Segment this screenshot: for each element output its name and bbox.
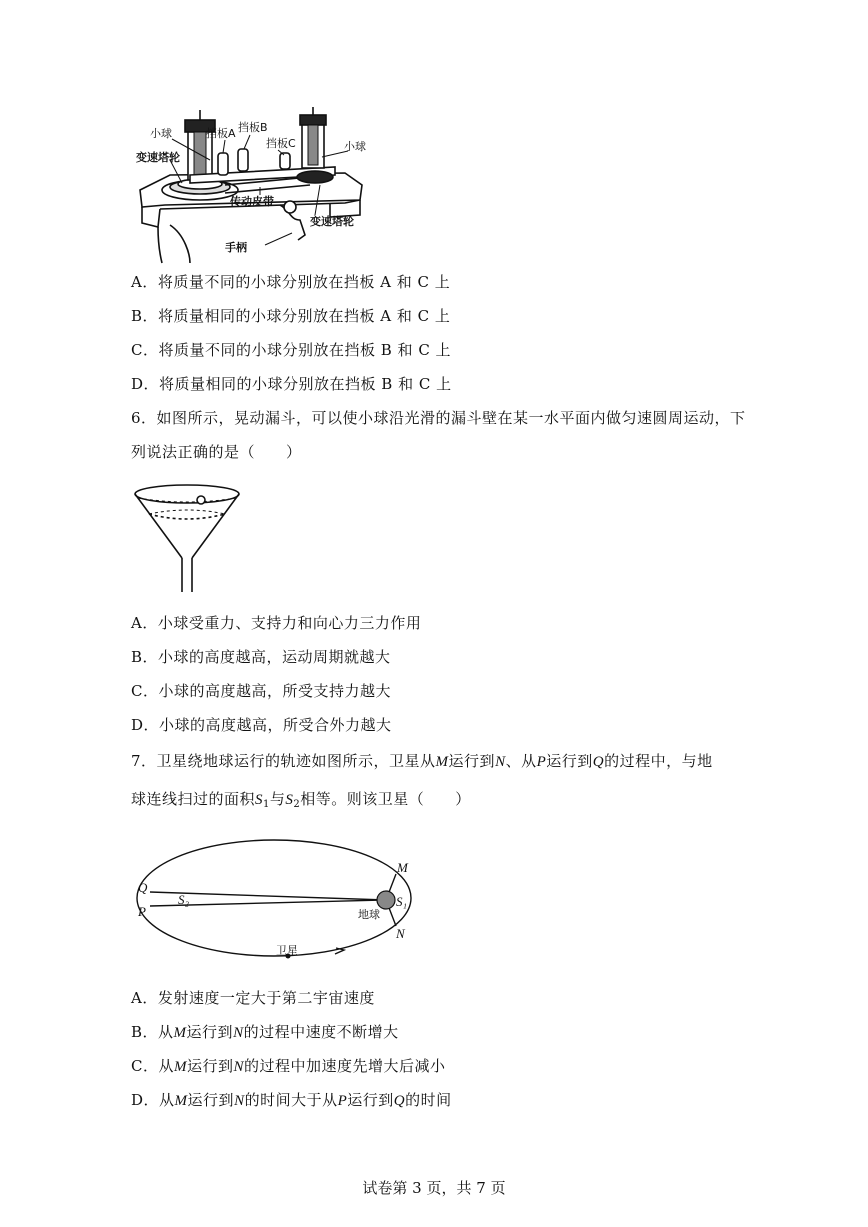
var-p: P	[337, 1093, 348, 1109]
option-letter: B．	[131, 1023, 159, 1041]
option-letter: C．	[131, 682, 159, 700]
label-pulley-right: 变速塔轮	[310, 215, 354, 228]
option-text: 的时间大于从	[244, 1091, 338, 1109]
var-n: N	[234, 1093, 245, 1109]
q6-stem-line2: 列说法正确的是（ ）	[131, 443, 302, 461]
label-belt: 传动皮带	[230, 195, 274, 208]
stem-text: 、从	[505, 752, 537, 770]
q6-option-d	[131, 715, 392, 735]
q6-option-c	[131, 681, 391, 701]
option-text: 将质量不同的小球分别放在挡板 A 和 C 上	[157, 273, 451, 291]
option-letter: C．	[131, 1057, 159, 1075]
var-p: P	[536, 754, 547, 770]
option-text: 发射速度一定大于第二宇宙速度	[157, 989, 375, 1007]
stem-text: 7．卫星绕地球运行的轨迹如图所示，卫星从	[131, 752, 436, 770]
label-s1: S₁	[396, 894, 408, 909]
option-text: 从	[158, 1057, 174, 1075]
q6-stem-line1: 6．如图所示，晃动漏斗，可以使小球沿光滑的漏斗壁在某一水平面内做匀速圆周运动，下	[131, 409, 746, 427]
option-text: 小球受重力、支持力和向心力三力作用	[157, 614, 422, 632]
satellite-orbit-figure	[130, 836, 420, 966]
centripetal-apparatus-figure	[130, 105, 380, 267]
var-m: M	[173, 1025, 187, 1041]
option-text: 将质量不同的小球分别放在挡板 B 和 C 上	[158, 341, 452, 359]
label-board-c: 挡板C	[266, 137, 296, 150]
subscript-2: 2	[293, 799, 301, 810]
label-m: M	[397, 860, 408, 875]
q5-option-b	[131, 306, 450, 326]
option-text: 运行到	[186, 1023, 234, 1041]
label-ball-right: 小球	[344, 140, 366, 153]
label-pulley-left: 变速塔轮	[136, 151, 180, 164]
option-text: 小球的高度越高，运动周期就越大	[158, 648, 391, 666]
option-letter: A．	[131, 989, 158, 1007]
stem-text: 运行到	[448, 752, 496, 770]
option-text: 运行到	[187, 1091, 235, 1109]
option-text: 的过程中加速度先增大后减小	[244, 1057, 446, 1075]
page-footer: 试卷第 3 页，共 7 页	[362, 1179, 506, 1197]
q7-option-b	[131, 1022, 399, 1043]
option-text: 小球的高度越高，所受支持力越大	[158, 682, 391, 700]
stem-text: 的过程中，与地	[604, 752, 713, 770]
q7-option-d	[131, 1090, 452, 1111]
option-text: 将质量相同的小球分别放在挡板 A 和 C 上	[158, 307, 451, 325]
earth-icon	[377, 891, 395, 909]
funnel-figure	[130, 478, 248, 596]
stem-text: 运行到	[546, 752, 593, 770]
option-text: 的时间	[405, 1091, 452, 1109]
option-text: 从	[158, 1023, 174, 1041]
var-m: M	[435, 754, 449, 770]
var-n: N	[495, 754, 506, 770]
label-q: Q	[138, 880, 148, 895]
option-text: 小球的高度越高，所受合外力越大	[159, 716, 392, 734]
q5-option-d	[131, 374, 452, 394]
stem-text: 相等。则该卫星（ ）	[300, 790, 471, 808]
label-s2: S₂	[178, 892, 190, 907]
q5-option-c	[131, 340, 451, 360]
var-m: M	[174, 1059, 187, 1075]
var-q: Q	[592, 754, 605, 770]
option-letter: A．	[131, 273, 158, 291]
label-board-a: 挡板A	[206, 127, 236, 140]
var-q: Q	[393, 1093, 406, 1109]
var-m: M	[174, 1093, 188, 1109]
option-letter: C．	[131, 341, 159, 359]
option-letter: D．	[131, 716, 160, 734]
label-p: P	[138, 904, 146, 919]
subscript-1: 1	[263, 799, 270, 810]
label-handle: 手柄	[225, 241, 247, 254]
option-text: 将质量相同的小球分别放在挡板 B 和 C 上	[159, 375, 452, 393]
q7-option-c	[131, 1056, 446, 1077]
stem-text: 与	[269, 790, 286, 808]
q7-option-a	[131, 988, 375, 1008]
option-letter: B．	[131, 307, 159, 325]
label-n: N	[396, 926, 405, 941]
option-text: 运行到	[187, 1057, 234, 1075]
q7-stem-line2	[131, 789, 471, 815]
var-s: S	[285, 792, 294, 808]
option-text: 运行到	[347, 1091, 394, 1109]
stem-text: 球连线扫过的面积	[131, 790, 256, 808]
option-letter: B．	[131, 648, 159, 666]
q7-stem-line1	[131, 751, 713, 772]
label-satellite: 卫星	[276, 944, 298, 957]
var-n: N	[233, 1025, 244, 1041]
label-ball-left: 小球	[150, 127, 172, 140]
var-n: N	[233, 1059, 245, 1075]
var-s: S	[255, 792, 264, 808]
q5-option-a	[131, 272, 450, 292]
option-text: 的过程中速度不断增大	[243, 1023, 399, 1041]
option-letter: A．	[131, 614, 158, 632]
label-earth: 地球	[358, 908, 380, 921]
q6-option-b	[131, 647, 391, 667]
option-letter: D．	[131, 375, 160, 393]
q6-option-a	[131, 613, 421, 633]
label-board-b: 挡板B	[238, 121, 268, 134]
option-text: 从	[159, 1091, 175, 1109]
option-letter: D．	[131, 1091, 160, 1109]
